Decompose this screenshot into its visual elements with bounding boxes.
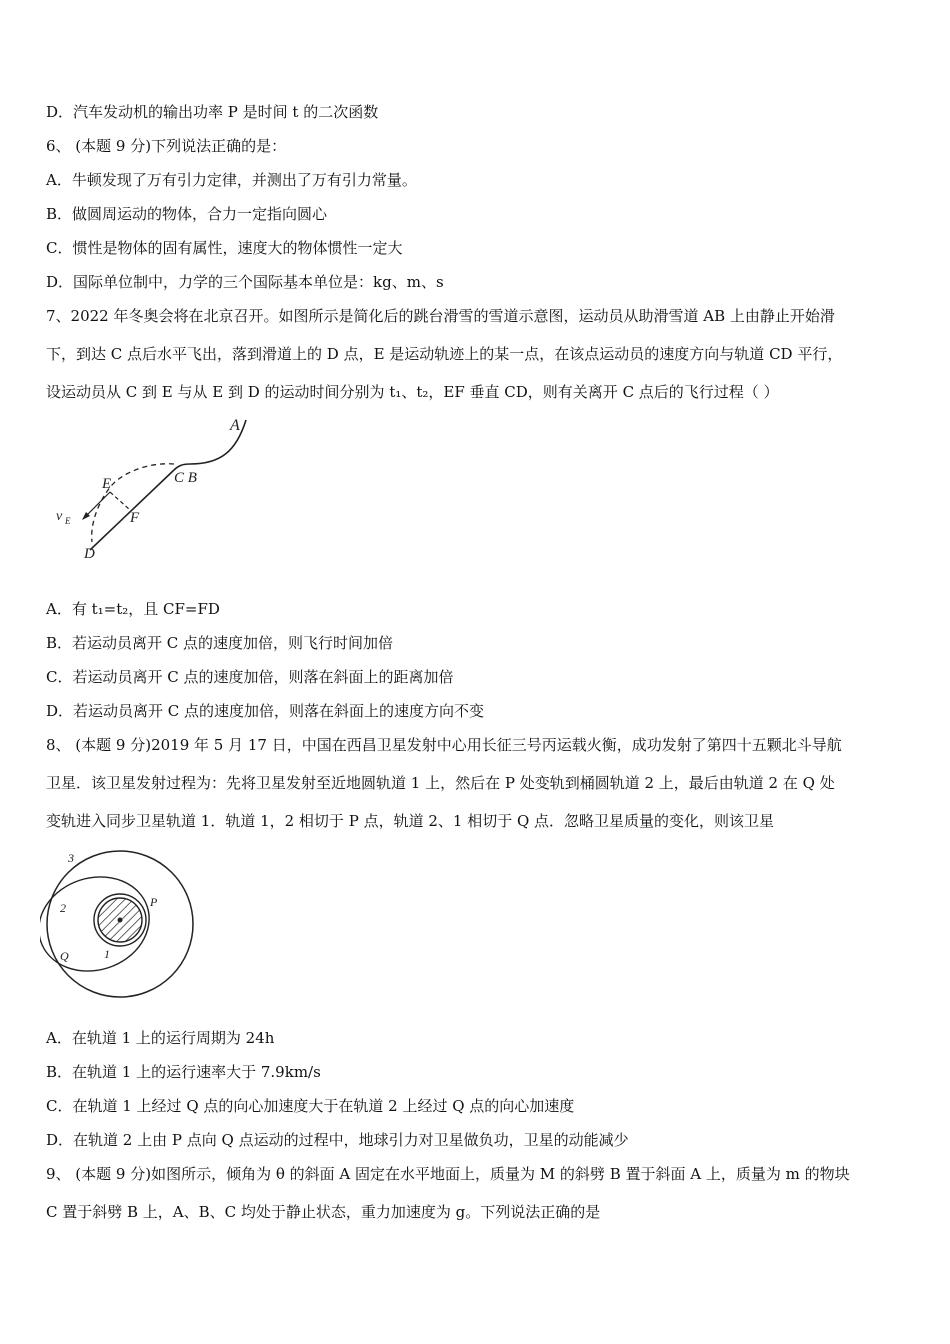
label-orbit-3: 3 [68,851,74,865]
label-orbit-1: 1 [104,947,110,961]
q7-option-d: D．若运动员离开 C 点的速度加倍，则落在斜面上的速度方向不变 [46,702,485,720]
label-a: A [230,417,240,434]
q7-option-a: A．有 t₁=t₂，且 CF=FD [46,600,220,618]
q8-option-d: D．在轨道 2 上由 P 点向 Q 点运动的过程中，地球引力对卫星做负功，卫星的动能减少 [46,1131,629,1149]
q8-stem-line1: 8、 (本题 9 分)2019 年 5 月 17 日，中国在西昌卫星发射中心用长征三号丙运载火衡，成功发射了第四十五颗北斗导航 [46,736,842,754]
q5-option-d: D．汽车发动机的输出功率 P 是时间 t 的二次函数 [46,103,379,121]
label-e: E [102,476,112,492]
q8-stem-line3: 变轨进入同步卫星轨道 1．轨道 1，2 相切于 P 点，轨道 2、1 相切于 Q 点．忽略卫星质量的变化，则该卫星 [46,812,775,830]
q6-option-b: B．做圆周运动的物体，合力一定指向圆心 [46,205,328,223]
q7-stem-line3: 设运动员从 C 到 E 与从 E 到 D 的运动时间分别为 t₁、t₂，EF 垂直 CD，则有关离开 C 点后的飞行过程（ ） [46,383,779,401]
q8-stem-line2: 卫星．该卫星发射过程为：先将卫星发射至近地圆轨道 1 上，然后在 P 处变轨到桶圆轨道 2 上，最后由轨道 2 在 Q 处 [46,774,835,792]
q9-stem-line2: C 置于斜劈 B 上，A、B、C 均处于静止状态，重力加速度为 g。下列说法正确的是 [46,1203,601,1221]
q7-stem-line1: 7、2022 年冬奥会将在北京召开。如图所示是简化后的跳台滑雪的雪道示意图，运动员从助滑雪道 AB 上由静止开始滑 [46,307,835,325]
q8-option-c: C．在轨道 1 上经过 Q 点的向心加速度大于在轨道 2 上经过 Q 点的向心加速度 [46,1097,575,1115]
label-f: F [130,510,140,526]
q6-option-a: A．牛顿发现了万有引力定律，并测出了万有引力常量。 [46,171,417,189]
q7-option-b: B．若运动员离开 C 点的速度加倍，则飞行时间加倍 [46,634,394,652]
q6-option-d: D．国际单位制中，力学的三个国际基本单位是：kg、m、s [46,273,444,291]
label-d: D [84,546,95,562]
q7-stem-line2: 下，到达 C 点后水平飞出，落到滑道上的 D 点，E 是运动轨迹上的某一点，在该点运动员的速度方向与轨道 CD 平行， [46,345,843,363]
label-v: v [56,509,63,524]
label-q: Q [60,949,69,963]
orbit-figure [40,848,202,1004]
q8-option-a: A．在轨道 1 上的运行周期为 24h [46,1029,275,1047]
q9-stem-line1: 9、 (本题 9 分)如图所示，倾角为 θ 的斜面 A 固定在水平地面上，质量为 M 的斜劈 B 置于斜面 A 上，质量为 m 的物块 [46,1165,850,1183]
ski-jump-figure [50,412,270,572]
q6-stem: 6、 (本题 9 分)下列说法正确的是： [46,137,287,155]
q7-option-c: C．若运动员离开 C 点的速度加倍，则落在斜面上的距离加倍 [46,668,454,686]
label-cb: C B [174,470,197,486]
label-p: P [150,895,158,909]
q8-option-b: B．在轨道 1 上的运行速率大于 7.9km/s [46,1063,321,1081]
label-v-subscript: E [65,516,71,526]
label-orbit-2: 2 [60,901,66,915]
q6-option-c: C．惯性是物体的固有属性，速度大的物体惯性一定大 [46,239,403,257]
